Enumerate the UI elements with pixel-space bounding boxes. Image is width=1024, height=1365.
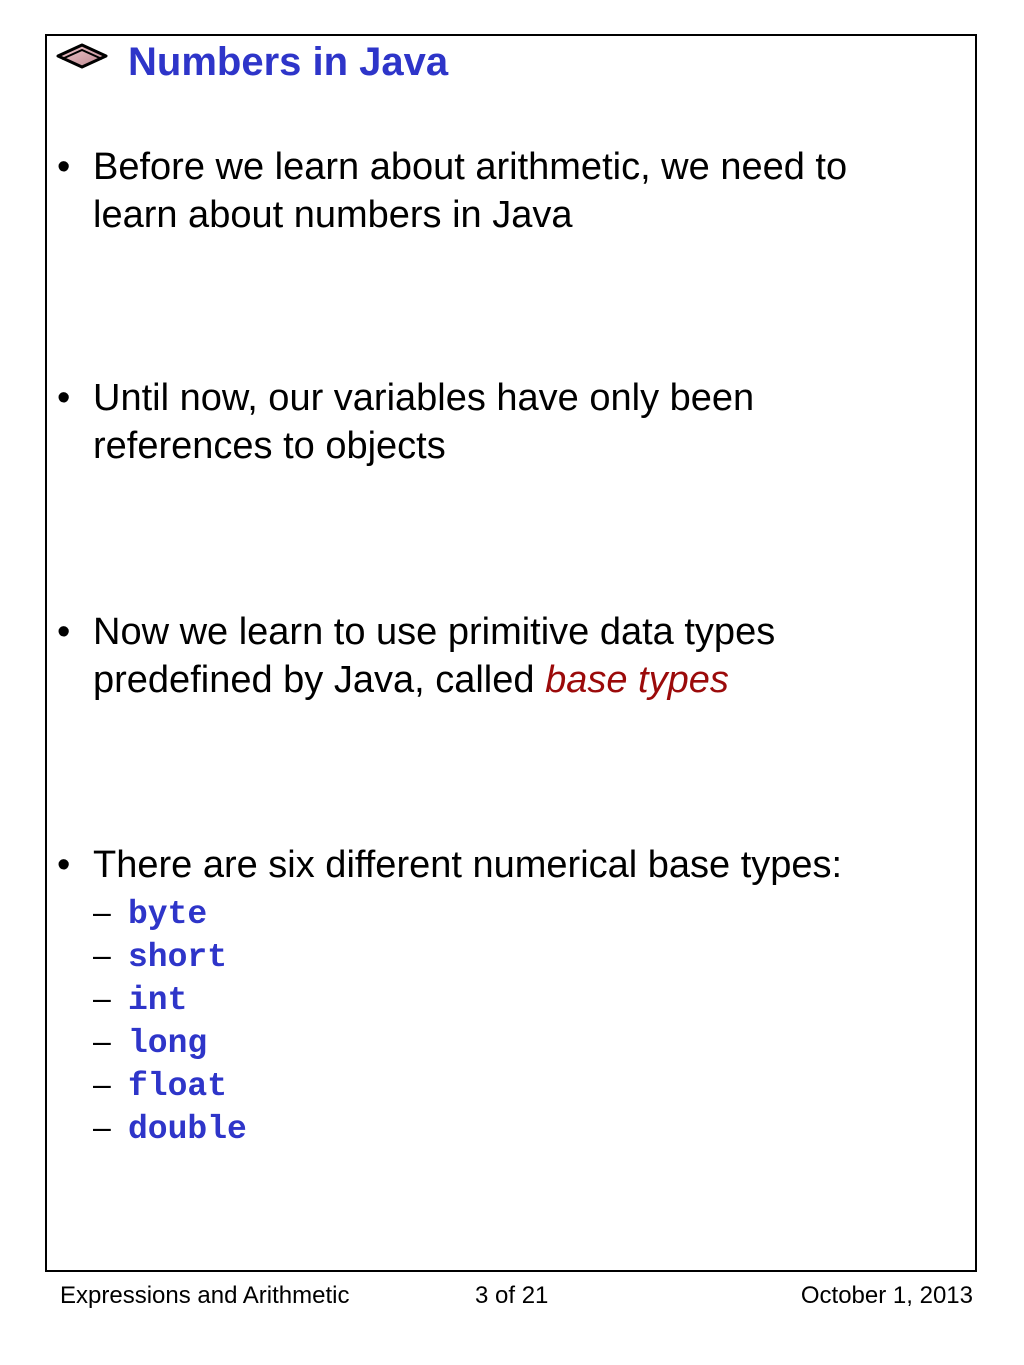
type-long: long bbox=[128, 1025, 208, 1062]
dash-marker: – bbox=[93, 980, 111, 1016]
bullet-text: There are six different numerical base types: bbox=[93, 844, 843, 886]
base-types-list bbox=[93, 891, 247, 1149]
dash-marker: – bbox=[93, 937, 111, 973]
bullet-base-types bbox=[57, 608, 937, 704]
bullet-six-types bbox=[57, 841, 937, 889]
bullet-arithmetic bbox=[57, 143, 937, 239]
list-item bbox=[93, 1063, 247, 1106]
base-types-emphasis: base types bbox=[545, 659, 729, 701]
dash-marker: – bbox=[93, 1109, 111, 1145]
list-item bbox=[93, 977, 247, 1020]
type-byte: byte bbox=[128, 896, 208, 933]
diamond-icon bbox=[56, 42, 108, 72]
list-item bbox=[93, 1020, 247, 1063]
bullet-variables bbox=[57, 374, 937, 470]
dash-marker: – bbox=[93, 894, 111, 930]
dash-marker: – bbox=[93, 1023, 111, 1059]
bullet-marker: • bbox=[57, 611, 71, 653]
list-item bbox=[93, 1106, 247, 1149]
type-double: double bbox=[128, 1111, 247, 1148]
type-short: short bbox=[128, 939, 228, 976]
bullet-marker: • bbox=[57, 377, 71, 419]
footer-date: October 1, 2013 bbox=[800, 1282, 973, 1309]
list-item bbox=[93, 891, 247, 934]
bullet-marker: • bbox=[57, 844, 71, 886]
bullet-text: Until now, our variables have only been references to objects bbox=[93, 377, 755, 467]
bullet-text-lead: Now we learn to use primitive data types predefined by Java, called bbox=[93, 611, 776, 701]
list-item bbox=[93, 934, 247, 977]
dash-marker: – bbox=[93, 1066, 111, 1102]
bullet-marker: • bbox=[57, 146, 71, 188]
bullet-text: Before we learn about arithmetic, we need to learn about numbers in Java bbox=[93, 146, 848, 236]
footer-course-title: Expressions and Arithmetic bbox=[60, 1282, 350, 1309]
slide-title: Numbers in Java bbox=[128, 40, 449, 84]
footer-page-number: 3 of 21 bbox=[475, 1282, 549, 1309]
type-int: int bbox=[128, 982, 188, 1019]
bullet-text bbox=[93, 608, 937, 704]
type-float: float bbox=[128, 1068, 228, 1105]
